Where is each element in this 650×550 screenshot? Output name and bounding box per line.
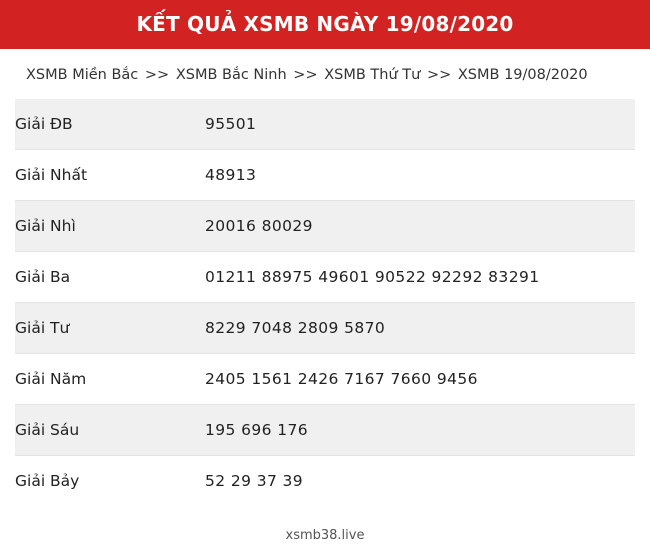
- prize-numbers: 95501: [205, 99, 635, 150]
- breadcrumb-item-3[interactable]: XSMB Thứ Tư: [324, 67, 421, 83]
- prize-numbers: 48913: [205, 150, 635, 201]
- prize-label: Giải Ba: [15, 252, 205, 303]
- prize-numbers: 8229 7048 2809 5870: [205, 303, 635, 354]
- table-row: [15, 99, 635, 150]
- table-row: [15, 456, 635, 507]
- table-row: [15, 354, 635, 405]
- prize-label: Giải Nhất: [15, 150, 205, 201]
- prize-label: Giải Tư: [15, 303, 205, 354]
- prize-label: Giải Sáu: [15, 405, 205, 456]
- prize-numbers: 2405 1561 2426 7167 7660 9456: [205, 354, 635, 405]
- table-row: [15, 150, 635, 201]
- prize-label: Giải Năm: [15, 354, 205, 405]
- breadcrumb-separator: >>: [293, 67, 318, 83]
- page-title: KẾT QUẢ XSMB NGÀY 19/08/2020: [0, 0, 650, 49]
- table-row: [15, 405, 635, 456]
- prize-numbers: 01211 88975 49601 90522 92292 83291: [205, 252, 635, 303]
- breadcrumb-item-2[interactable]: XSMB Bắc Ninh: [175, 67, 287, 83]
- prize-numbers: 195 696 176: [205, 405, 635, 456]
- footer-site-name: xsmb38.live: [285, 528, 365, 543]
- prize-label: Giải Bảy: [15, 472, 80, 490]
- table-row: [15, 303, 635, 354]
- breadcrumb-item-1[interactable]: XSMB Miền Bắc: [26, 67, 139, 83]
- prize-label: Giải Nhì: [15, 201, 205, 252]
- breadcrumb: [0, 49, 650, 99]
- prize-numbers: 20016 80029: [205, 201, 635, 252]
- table-row: [15, 201, 635, 252]
- breadcrumb-separator: >>: [426, 67, 452, 83]
- table-row: [15, 252, 635, 303]
- results-table: [15, 99, 635, 506]
- breadcrumb-item-4[interactable]: XSMB 19/08/2020: [457, 67, 588, 83]
- prize-numbers: 52 29 37 39: [205, 472, 304, 490]
- breadcrumb-separator: >>: [144, 67, 170, 83]
- prize-label: Giải ĐB: [15, 99, 205, 150]
